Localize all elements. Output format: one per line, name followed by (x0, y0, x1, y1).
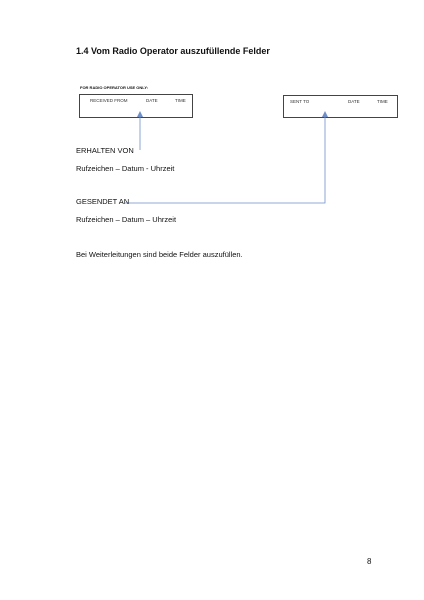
received-from-field: RECEIVED FROM (90, 98, 128, 103)
received-label: ERHALTEN VON (76, 146, 134, 155)
sent-label: GESENDET AN (76, 197, 130, 206)
received-time-field: TIME (175, 98, 186, 103)
forwarding-note: Bei Weiterleitungen sind beide Felder auszufüllen. (76, 250, 243, 259)
sent-time-field: TIME (377, 99, 388, 104)
section-heading: 1.4 Vom Radio Operator auszufüllende Felder (76, 46, 270, 56)
received-fields-text: Rufzeichen – Datum - Uhrzeit (76, 164, 175, 173)
received-connector-arrow (137, 111, 143, 150)
page-number: 8 (367, 557, 372, 566)
sent-fields-text: Rufzeichen – Datum – Uhrzeit (76, 215, 177, 224)
sent-connector-arrow (125, 111, 328, 203)
sent-date-field: DATE (348, 99, 360, 104)
received-date-field: DATE (146, 98, 158, 103)
radio-operator-caption: FOR RADIO OPERATOR USE ONLY: (80, 85, 149, 90)
sent-to-field: SENT TO (290, 99, 310, 104)
